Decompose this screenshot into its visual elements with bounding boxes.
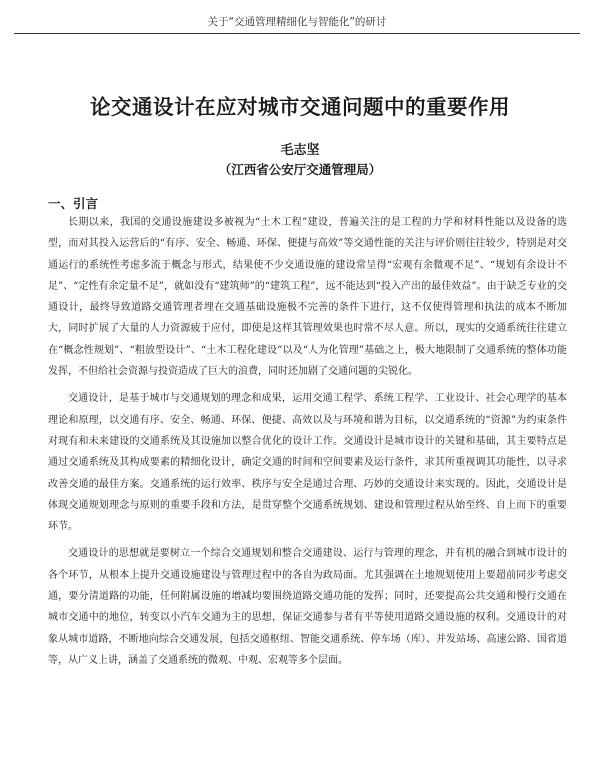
body-paragraph: 交通设计，是基于城市与交通规划的理念和成果，运用交通工程学、系统工程学、工业设计、社会心理学的基本理论和原理，以交通有序、安全、畅通、环保、便捷、高效以及与环境和谐为目标，以交通系统的“资源”为约束条件对现有和未来建设的交通系统及其设施加以整合优化的设计工作。交通设计是城市设计的关键和基础，其主要特点是通过交通系统及其构成要素的精细化设计，确定交通的时间和空间要素及运行条件，求其所重视调其功能性，以寻求改善交通的最佳方案。交通系统的运行效率、秩序与安全是通过合理、巧妙的交通设计来实现的。因此，交通设计是体现交通规划理念与原则的重要手段和方法，是贯穿整个交通系统规划、建设和管理过程从始至终、自上而下的重要环节。 — [48, 393, 567, 533]
author-affiliation: （江西省公安厅交通管理局） — [218, 162, 382, 177]
body-paragraph: 交通设计的思想就是要树立一个综合交通规划和整合交通建设、运行与管理的理念，并有机的融合到城市设计的各个环节，从根本上提升交通设施建设与管理过程中的各自为政局面。尤其强调在土地规划使用上要超前同步考虑交通，要分清道路的功能，任何附属设施的增减均要围绕道路交通功能的发挥；同时，还要提高公共交通和慢行交通在城市交通中的地位，转变以小汽车交通为主的思想，保证交通参与者有平等使用道路交通设施的权利。交通设计的对象从城市道路，不断地向综合交通发展，包括交通枢纽、智能交通系统、停车场（库）、并发站场、高速公路、国省道等，从广义上讲，涵盖了交通系统的微观、中观、宏观等多个层面。 — [48, 548, 567, 666]
article-title: 论交通设计在应对城市交通问题中的重要作用 — [90, 95, 510, 119]
running-header: 关于“交通管理精细化与智能化”的研讨 — [14, 14, 580, 34]
article-body — [48, 212, 567, 671]
author-name: 毛志坚 — [280, 143, 320, 158]
section-heading: 一、引言 — [48, 196, 99, 211]
body-paragraph: 长期以来，我国的交通设施建设多被视为“土木工程”建设，普遍关注的是工程的力学和材料性能以及设备的选型，而对其投入运营后的“有序、安全、畅通、环保、便捷与高效”等交通性能的关注与评价则往往较少，特别是对交通运行的系统性考虑多流于概念与形式，结果使不少交通设施的建设常呈得“宏观有余微观不足”、“规划有余设计不足”、“定性有余定量不足”，就如没有“建筑师”的“建筑工程”，远不能达到“投入产出的最佳效益”。由于缺乏专业的交通设计，最终导致道路交通管理者埋在交通基础设施极不完善的条件下进行，这不仅使得管理和执法的成本不断加大，同时扩展了大量的人力资源疲于应付，即使是这样其管理效果也时常不尽人意。所以，现实的交通系统往往建立在“概念性规划”、“粗放型设计”、“土木工程化建设”以及“人为化管理”基础之上，极大地限制了交通系统的整体功能发挥，不但给社会资源与投资造成了巨大的浪费，同时还加剧了交通问题的尖锐化。 — [48, 217, 567, 378]
